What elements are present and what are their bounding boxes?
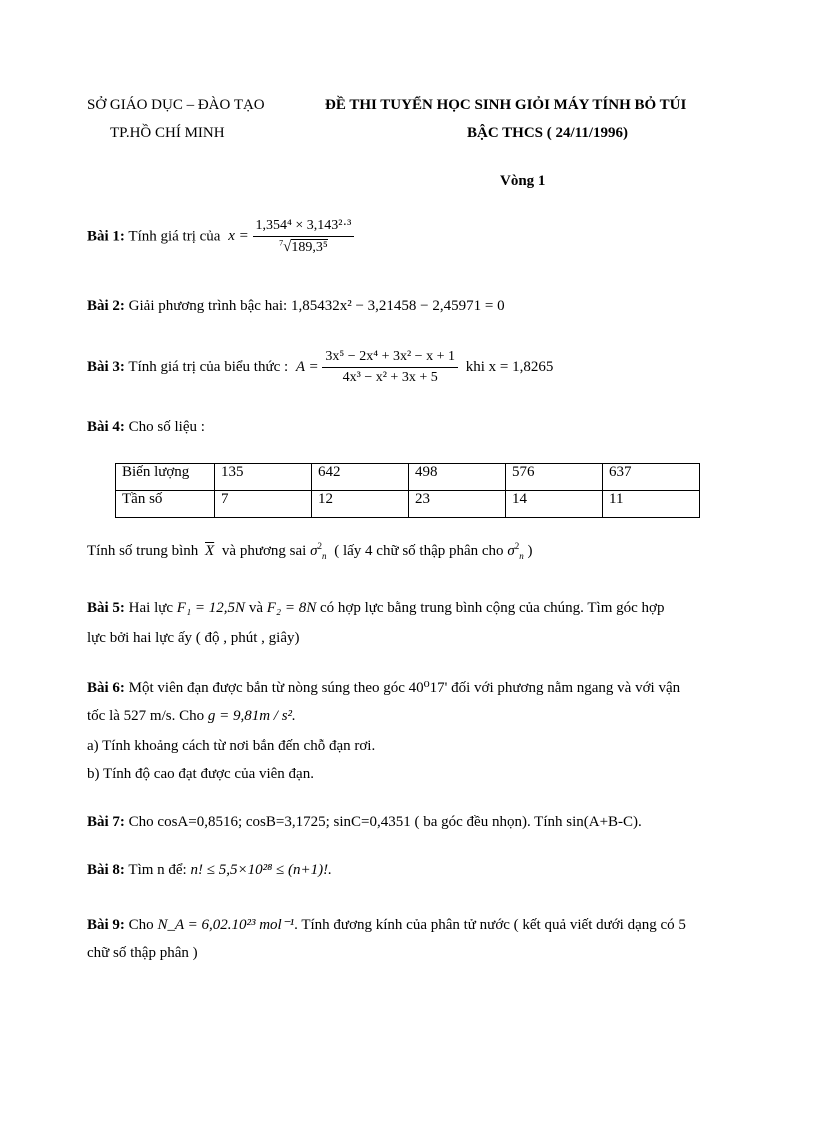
problem-2 bbox=[87, 298, 505, 315]
formula-denominator: 4x³ − x² + 3x + 5 bbox=[342, 370, 438, 385]
formula-denominator: $^7$√189,3⁵ bbox=[279, 238, 328, 255]
text: tốc là 527 m/s. Cho bbox=[87, 708, 205, 724]
problem-9-line2: chữ số thập phân ) bbox=[87, 945, 198, 961]
table-cell: 637 bbox=[603, 464, 700, 491]
problem-5 bbox=[87, 600, 664, 617]
problem-label: Bài 7: bbox=[87, 814, 125, 830]
text: Cho bbox=[128, 917, 154, 933]
avogadro-constant: N_A = 6,02.10²³ mol⁻¹ bbox=[157, 917, 295, 933]
exam-title: ĐỀ THI TUYỂN HỌC SINH GIỎI MÁY TÍNH BỎ TÚI bbox=[325, 97, 687, 113]
exam-level-date: BẬC THCS ( 24/11/1996) bbox=[467, 125, 628, 141]
problem-4 bbox=[87, 419, 205, 436]
problem-9 bbox=[87, 915, 686, 934]
mean-symbol: $\overline{X}$ bbox=[205, 543, 215, 559]
problem-text: Cho số liệu : bbox=[128, 419, 205, 435]
text: đối với phương nằm ngang và với vận bbox=[451, 680, 681, 696]
problem-label: Bài 5: bbox=[87, 600, 125, 616]
table-cell: 12 bbox=[312, 491, 409, 518]
table-cell: 135 bbox=[215, 464, 312, 491]
text: Tính số trung bình bbox=[87, 543, 199, 559]
text: Hai lực bbox=[128, 600, 174, 616]
problem-6 bbox=[87, 678, 680, 697]
problem-text: Tính giá trị của biểu thức : bbox=[128, 358, 289, 375]
problem-label: Bài 3: bbox=[87, 358, 125, 375]
table-cell: 498 bbox=[409, 464, 506, 491]
round-label: Vòng 1 bbox=[500, 173, 546, 189]
text: và phương sai bbox=[221, 543, 307, 559]
variance-symbol: $\sigma^2_n$ bbox=[507, 541, 524, 561]
root-index: 7 bbox=[279, 238, 284, 248]
table-row bbox=[116, 491, 700, 518]
problem-6-part-b: b) Tính độ cao đạt được của viên đạn. bbox=[87, 766, 314, 782]
angle: 40⁰17' bbox=[408, 680, 448, 696]
text: ( lấy 4 chữ số thập phân cho bbox=[334, 543, 504, 559]
condition: khi x = 1,8265 bbox=[465, 358, 554, 375]
problem-label: Bài 6: bbox=[87, 680, 125, 696]
formula-numerator: 1,354⁴ × 3,143²·³ bbox=[253, 218, 355, 237]
problem-6-part-a: a) Tính khoảng cách từ nơi bắn đến chỗ đạn rơi. bbox=[87, 738, 376, 754]
force-1: F₁ = 12,5N bbox=[176, 600, 246, 616]
variance-symbol: $\sigma^2_n$ bbox=[310, 541, 327, 561]
text: . Tính đương kính của phân tử nước ( kết quả viết dưới dạng có 5 bbox=[294, 917, 686, 933]
formula-fraction bbox=[253, 218, 355, 256]
inequality: n! ≤ 5,5×10²⁸ ≤ (n+1)!. bbox=[190, 862, 332, 878]
problem-label: Bài 9: bbox=[87, 917, 125, 933]
problem-8 bbox=[87, 862, 332, 879]
problem-text: Tính giá trị của bbox=[128, 228, 221, 245]
formula-numerator: 3x⁵ − 2x⁴ + 3x² − x + 1 bbox=[322, 349, 458, 368]
table-cell: 642 bbox=[312, 464, 409, 491]
department-name: SỞ GIÁO DỤC – ĐÀO TẠO bbox=[87, 97, 265, 113]
table-cell: 7 bbox=[215, 491, 312, 518]
formula-lhs: x = bbox=[228, 228, 249, 245]
table-row bbox=[116, 464, 700, 491]
problem-4-followup bbox=[87, 543, 532, 560]
text: Cho cosA=0,8516; cosB=3,1725; sinC=0,4351 ( ba góc đều nhọn). Tính sin(A+B-C). bbox=[128, 814, 642, 830]
table-header-cell: Biến lượng bbox=[116, 464, 215, 491]
equation: 1,85432x² − 3,21458 − 2,45971 = 0 bbox=[290, 298, 505, 314]
problem-label: Bài 8: bbox=[87, 862, 125, 878]
text: ) bbox=[527, 543, 533, 559]
formula-lhs: A = bbox=[295, 358, 319, 375]
table-cell: 576 bbox=[506, 464, 603, 491]
radicand: 189,3⁵ bbox=[291, 240, 328, 255]
text: Tìm n để: bbox=[128, 862, 187, 878]
text: Một viên đạn được bắn từ nòng súng theo góc bbox=[128, 680, 405, 696]
problem-3 bbox=[87, 349, 553, 386]
table-cell: 23 bbox=[409, 491, 506, 518]
gravity: g = 9,81m / s². bbox=[207, 708, 296, 724]
table-header-cell: Tần số bbox=[116, 491, 215, 518]
table-cell: 14 bbox=[506, 491, 603, 518]
force-2: F₂ = 8N bbox=[266, 600, 317, 616]
problem-7 bbox=[87, 814, 642, 831]
text: và bbox=[248, 600, 263, 616]
text: có hợp lực bằng trung bình cộng của chúng. Tìm góc hợp bbox=[320, 600, 665, 616]
problem-text: Giải phương trình bậc hai: bbox=[128, 298, 288, 314]
problem-label: Bài 1: bbox=[87, 228, 125, 245]
problem-label: Bài 2: bbox=[87, 298, 125, 314]
data-table bbox=[115, 463, 700, 518]
formula-fraction bbox=[322, 349, 458, 386]
problem-1 bbox=[87, 218, 354, 256]
department-city: TP.HỒ CHÍ MINH bbox=[110, 125, 225, 141]
problem-5-line2: lực bởi hai lực ấy ( độ , phút , giây) bbox=[87, 630, 300, 646]
problem-6-line2 bbox=[87, 708, 296, 725]
problem-label: Bài 4: bbox=[87, 419, 125, 435]
table-cell: 11 bbox=[603, 491, 700, 518]
